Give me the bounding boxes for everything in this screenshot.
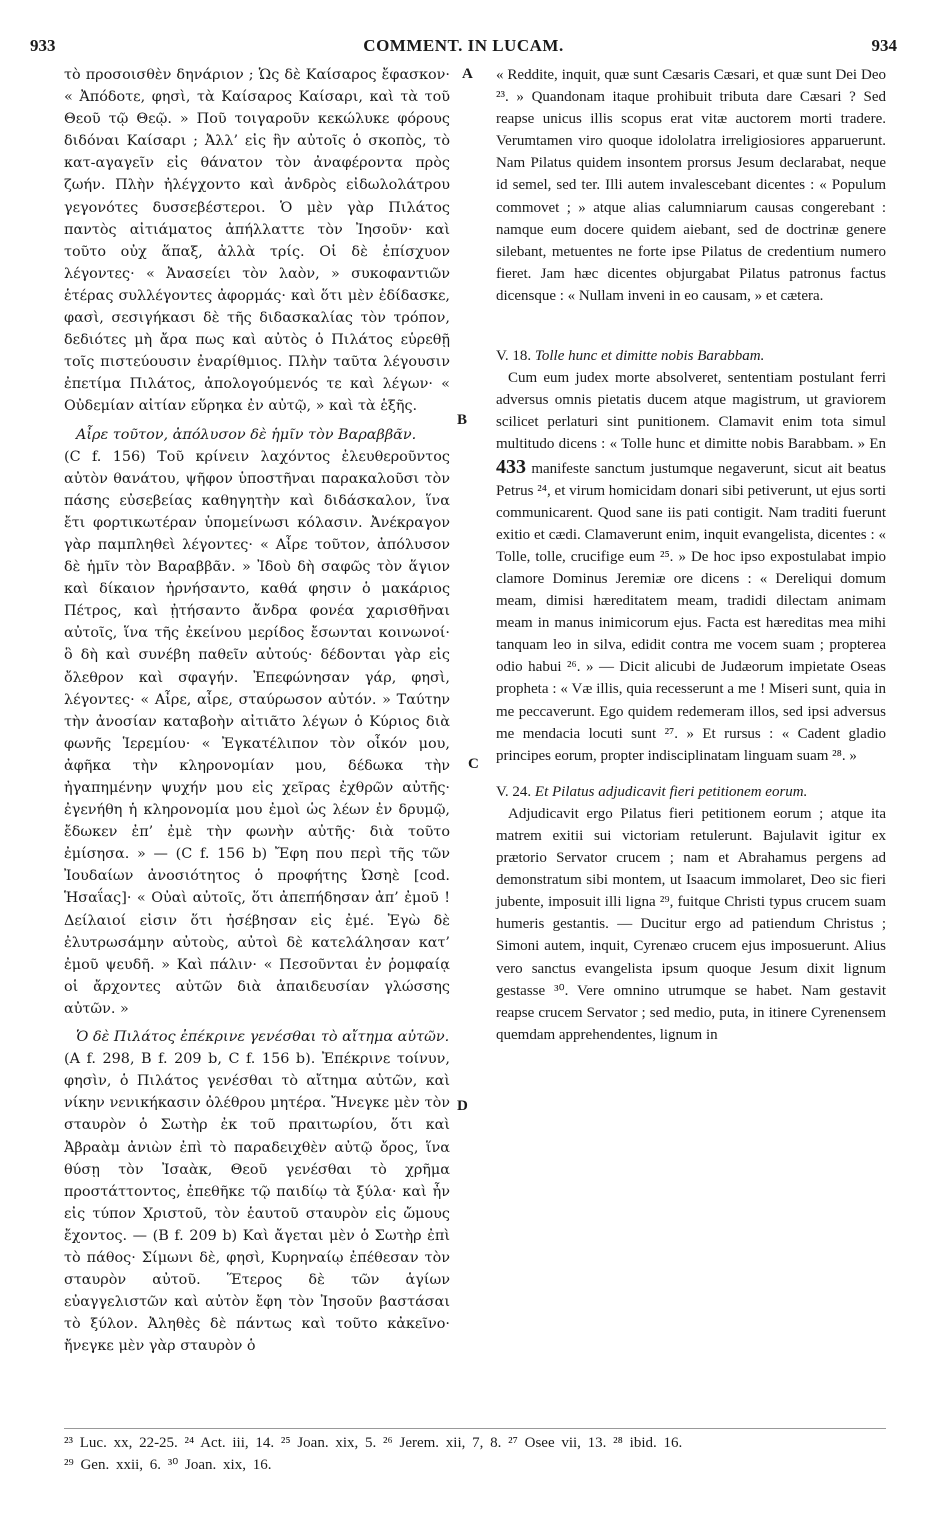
latin-paragraph-2b: manifeste sanctum justumque negaverunt, sicut ait beatus Petrus ²⁴, et virum homicidam donari sibi petiverunt, ut ejus sorti communicarent. Quod sane iis pati contigit. Nam traditi fuerunt exitio et cædi. Clamaverunt enim, inquit evangelista, dicentes : « Tolle, tolle, crucifige eum ²⁵. » De hoc ipso expostulabat impio clamore Dominus Jeremiæ ore dicens : « Dereliqui domum meam, dimisi hæreditatem meam, tradidi dilectam animam meam in manus inimicorum ejus. Facta est hæreditas mea mihi tanquam leo in silva, edidit contra me vocem suam ; propterea odio habui ²⁶. » — Dicit alicubi de Judæorum impietate Oseas propheta : « Væ illis, quia recesserunt a me ! Miseri sunt, quia in me peccaverunt. Ego quidem redemeram illos, sed ipsi adversus me mendacia locuti sunt ²⁷. » Et rursus : « Cadent gladio principes eorum, propter indisciplinatam linguam suam ²⁸. » xyxy=(496,460,886,764)
margin-letter-c: C xyxy=(468,756,479,772)
margin-letter-b: B xyxy=(457,412,468,428)
folio-marker: 433 xyxy=(496,455,526,478)
margin-letter-a: A xyxy=(462,66,473,82)
greek-column xyxy=(64,64,450,1357)
greek-paragraph-3: (A f. 298, B f. 209 b, C f. 156 b). Ἐπέκρινε τοίνυν, φησὶν, ὁ Πιλάτος γενέσθαι τὸ αἴτημα αὐτῶν, καὶ νίκην νενικήκασιν ὀλέθρου μητέρα. Ἤνεγκε μὲν τὸν σταυρὸν ὁ Σωτὴρ ἐκ τοῦ πραιτωρίου, ὅτι καὶ Ἀβραὰμ ἀνιὼν ἐπὶ τὸ παραδειχθὲν αὐτῷ ὄρος, ἵνα θύσῃ τὸν Ἰσαὰκ, Θεοῦ γενέσθαι τὸ χρῆμα προστάττοντος, ἐπεθῆκε τῷ παιδίῳ τὰ ξύλα· καὶ ἦν εἰς τύπον Χριστοῦ, τὸν ἑαυτοῦ σταυρὸν εἰς ὤμους ἔχοντος. — (B f. 209 b) Καὶ ἄγεται μὲν ὁ Σωτὴρ ἐπὶ τὸ πάθος· Σίμωνι δὲ, φησὶ, Κυρηναίῳ ἐπέθεσαν τὸν σταυρὸν αὐτοῦ. Ἕτερος δὲ τῶν ἁγίων εὐαγγελιστῶν καὶ αὐτὸν ἔφη τὸν Ἰησοῦν βαστάσαι τὸ ξύλον. Ἀληθὲς δὲ πάντως καὶ τοῦτο κἀκεῖνο· ἤνεγκε μὲν γὰρ σταυρὸν ὁ xyxy=(64,1051,450,1355)
verse-heading-24 xyxy=(496,781,886,803)
page-number-left: 933 xyxy=(30,36,56,55)
running-header xyxy=(30,36,897,60)
latin-paragraph-3: Adjudicavit ergo Pilatus fieri petitionem eorum ; atque ita matrem exitii sui victoriam retulerunt. Bajulavit igitur ex prætorio Servator crucem ; nam et Abrahamus pergens ad demonstratum sibi montem, ut Isaacum immolaret, Deo sic fieri jubente, imposuit illi ligna ²⁹, fuitque Christi typus crucem suam humeris gestantis. — Ducitur ergo ad patiendum Christus ; Simoni autem, inquit, Cyrenæo crucem ejus imposuerunt. Alius vero sanctus evangelista ipsum quoque Jesum dixit lignum gestasse ³⁰. Vere omnino utrumque se habet. Nam gestavit reapse crucem Servator ; sed medio, puta, in itinere Cyrenensem quemdam apprehendentes, lignum in xyxy=(496,805,886,1043)
margin-letter-d: D xyxy=(457,1098,468,1114)
footnote-rule xyxy=(64,1428,886,1429)
verse-lemma: Tolle hunc et dimitte nobis Barabbam. xyxy=(534,348,765,365)
running-title: COMMENT. IN LUCAM. xyxy=(363,36,564,55)
greek-lemma-2: Ὁ δὲ Πιλάτος ἐπέκρινε γενέσθαι τὸ αἴτημα αὐτῶν. xyxy=(76,1029,450,1046)
footnotes xyxy=(64,1432,894,1476)
footnote-line-2: ²⁹ Gen. xxii, 6. ³⁰ Joan. xix, 16. xyxy=(64,1457,272,1473)
footnote-line-1: ²³ Luc. xx, 22-25. ²⁴ Act. iii, 14. ²⁵ Joan. xix, 5. ²⁶ Jerem. xii, 7, 8. ²⁷ Osee vii, 13. ²⁸ ibid. 16. xyxy=(64,1435,683,1451)
verse-lemma: Et Pilatus adjudicavit fieri petitionem eorum. xyxy=(534,783,808,800)
latin-paragraph-1: « Reddite, inquit, quæ sunt Cæsaris Cæsari, et quæ sunt Dei Deo ²³. » Quandonam itaque prohibuit tributa dare Cæsari ? Sed reapse unicus illis scopus erat vitæ auctorem morti tradere. Verumtamen viro quoque idololatra irreligiosiores apparuerunt. Nam Pilatus quidem insontem prorsus Jesum declarabat, neque id semel, sed ter. Illi autem invalescebant dicentes : « Populum commovet ; » atque alias calumniarum causas congerebant : namque eum docere quidem aiebant, sed de doctrinæ genere silebant, metuentes ne forte ipse Pilatus de credentium numero fieret. Jam hæc dicentes objurgabat Pilatus patronus factus dicensque : « Nullam inveni in eo causam, » et cætera. xyxy=(496,67,886,304)
greek-lemma-1: Αἶρε τοῦτον, ἀπόλυσον δὲ ἡμῖν τὸν Βαραββᾶν. xyxy=(76,426,417,443)
verse-reference: V. 18. xyxy=(496,348,532,365)
verse-heading-18 xyxy=(496,345,886,367)
page-number-right: 934 xyxy=(871,36,897,55)
verse-reference: V. 24. xyxy=(496,783,532,800)
latin-paragraph-2 xyxy=(496,367,886,767)
latin-column xyxy=(496,64,886,1046)
greek-paragraph-2: (C f. 156) Τοῦ κρίνειν λαχόντος ἐλευθεροῦντος αὐτὸν θανάτου, ψῆφον ὑποστῆναι παρακαλοῦσι τὸν πάσης εὐσεβείας καθηγητὴν καὶ διδάσκαλον, ἵνα ἔτι φορτικωτέραν ὑπομείνωσι κόλασιν. Ἀνέκραγον γὰρ παμπληθεὶ λέγοντες· « Αἶρε τοῦτον, ἀπόλυσον δὲ ἡμῖν τὸν Βαραββᾶν. » Ἰδοὺ δὴ σαφῶς τὸν ἅγιον καὶ δίκαιον ἠρνήσαντο, καθά φησιν ὁ μακάριος Πέτρος, καὶ ᾐτήσαντο ἄνδρα φονέα χαρισθῆναι αὐτοῖς, ἵνα τῆς ἐκείνου μερίδος ἔσωνται κοινωνοί· ὃ δὴ καὶ συνέβη παθεῖν αὐτούς· δέδονται γὰρ εἰς ὄλεθρον καὶ σφαγήν. Ἐπεφώνησαν γάρ, φησὶ, λέγοντες· « Αἶρε, αἶρε, σταύρωσον αὐτόν. » Ταύτην τὴν ἀνοσίαν καταβοὴν αἰτιᾶτο λέγων ὁ Κύριος διὰ φωνῆς Ἱερεμίου· « Ἐγκατέλιπον τὸν οἶκόν μου, ἀφῆκα τὴν κληρονομίαν μου, δέδωκα τὴν ἠγαπημένην ψυχήν μου εἰς χεῖρας ἐχθρῶν αὐτῆς· ἐγενήθη ἡ κληρονομία μου ἐμοὶ ὡς λέων ἐν δρυμῷ, ἔδωκεν ἐπ’ ἐμὲ τὴν φωνὴν αὐτῆς· διὰ τοῦτο ἐμίσησα. » — (C f. 156 b) Ἔφη που περὶ τῆς τῶν Ἰουδαίων ἀνοσιότητος ὁ προφήτης Ὠσηὲ [cod. Ἡσαΐας]· « Οὐαὶ αὐτοῖς, ὅτι ἀπεπήδησαν ἀπ’ ἐμοῦ ! Δείλαιοί εἰσιν ὅτι ἠσέβησαν εἰς ἐμέ. Ἐγὼ δὲ ἐλυτρωσάμην αὐτοὺς, αὐτοὶ δὲ κατελάλησαν κατ’ ἐμοῦ ψευδῆ. » Καὶ πάλιν· « Πεσοῦνται ἐν ῥομφαίᾳ οἱ ἄρχοντες αὐτῶν διὰ ἀπαιδευσίαν γλώσσης αὐτῶν. » xyxy=(64,448,450,1017)
latin-paragraph-2a: Cum eum judex morte absolveret, sententiam postulant ferri adversus omnis pietatis ducem atque magistrum, ut graviorem scilicet perlaturi sint punitionem. Clamavit enim tota simul multitudo dicens : « Tolle hunc et dimitte nobis Barabbam. » En xyxy=(496,370,886,453)
greek-paragraph-1: τὸ προσοισθὲν δηνάριον ; Ὡς δὲ Καίσαρος ἔφασκον· « Ἀπόδοτε, φησὶ, τὰ Καίσαρος Καίσαρι, καὶ τὰ τοῦ Θεοῦ τῷ Θεῷ. » Ποῦ τοιγαροῦν κεκώλυκε φόρους διδόναι Καίσαρι ; Ἀλλ’ εἰς ἣν αὐτοῖς ὁ σκοπὸς, τὸ κατ-αγαγεῖν εἰς θάνατον τὸν ἀναφέροντα πρὸς ζωήν. Πλὴν ἠλέγχοντο καὶ ἀνδρὸς εἰδωλολάτρου γεγονότες δυσσεβέστεροι. Ὁ μὲν γὰρ Πιλάτος παντὸς αἰτιάματος ἀπήλλαττε τὸν Ἰησοῦν· καὶ τοῦτο οὐχ ἅπαξ, ἀλλὰ τρίς. Οἱ δὲ ἐπίσχυον λέγοντες· « Ἀνασείει τὸν λαὸν, » συκοφαντιῶν ἑτέρας συλλέγοντες ἀφορμάς· καὶ ὅτι μὲν ἐδίδασκε, φασὶ, σεσιγήκασι δὲ τῆς διδασκαλίας τὸν τρόπον, δεδιότες μὴ ἄρα πως καὶ αὐτὸς ὁ Πιλάτος εὑρεθῇ τοῖς πιστεύουσιν ἐναρίθμιος. Πλὴν ταῦτα λέγουσιν ἐπετίμα Πιλάτος, ἀπολογούμενός τε καὶ λέγων· « Οὐδεμίαν αἰτίαν εὕρηκα ἐν αὐτῷ, » καὶ τὰ ἑξῆς. xyxy=(64,67,450,415)
